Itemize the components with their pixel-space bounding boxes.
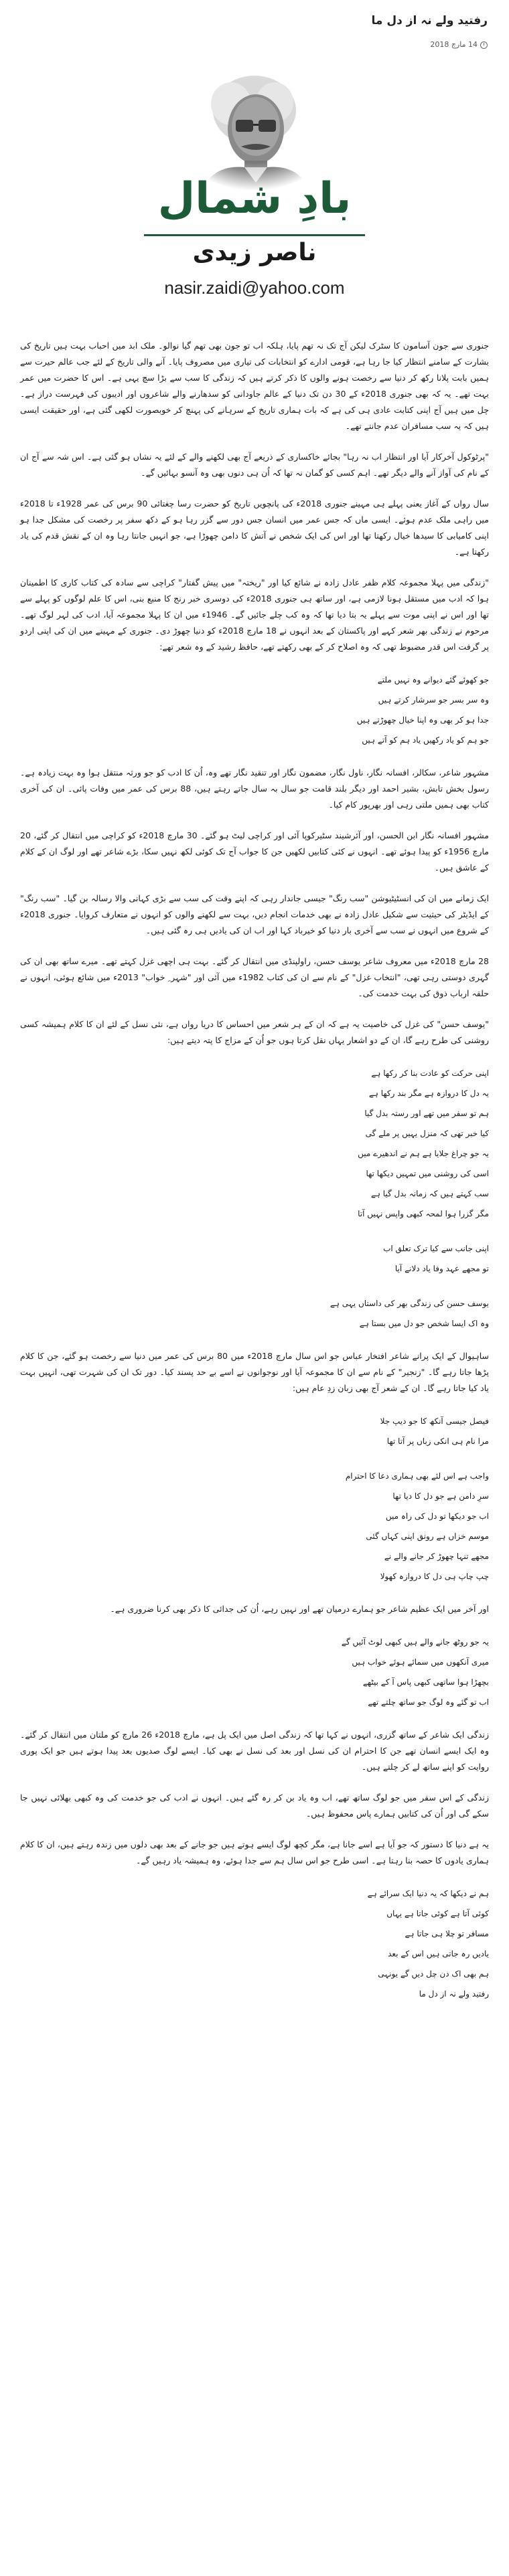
verse-line: فیصل جیسی آنکھ کا جو دیپ جلا [380,1416,489,1426]
verse-block [20,1063,489,1224]
verse-line: کوئی آتا ہے کوئی جاتا ہے یہاں [386,1909,489,1918]
verse-line: رفتید ولے نہ از دل ما [419,1989,489,1999]
column-banner [117,64,392,311]
paragraph: "زندگی میں پہلا مجموعہ کلام ظفر عادل زادہ نے شائع کیا اور "ریختہ" میں پیش گفتار" کراچی سے سادہ کی کتاب کاری کا اطمینان ہوا کہ ادب میں مستقل ہونا لازمی ہے، اور ساتھ ہی جنوری 2018ء کی دوسری خبر رنج کا منبع بنی، اس کا علم لوگوں کو پہلے سے تھا اور اس نے اپنی موت سے پہلے یہ بتا دیا تھا کہ وہ کب چلے جائیں گے۔ 1946ء میں ان کا پہلا مجموعہ آیا، ادب کی لہر لوگ تھے۔ مرحوم نے زندگی بھر شعر کہے اور پاکستان کے بعد انہوں نے 18 مارچ 2018ء کو دنیا چھوڑ دی۔ جنوری کے مہینے میں ان کی اپنی اردو پر گرفت اس قدر مضبوط تھی کہ وہ اصلاح کر کے بھی رکھتے تھے، حافظ رشید کے وہ شعر تھے: [20,577,489,652]
verse-line: ہم بھی اک دن چل دیں گے یونہی [378,1969,489,1979]
verse-line: سب کہتے ہیں کہ زمانہ بدل گیا ہے [370,1189,489,1198]
author-email[interactable]: nasir.zaidi@yahoo.com [164,278,345,298]
publish-date [430,40,488,49]
verse-block [20,1883,489,2004]
verse-line: ہم تو سفر میں تھے اور رستہ بدل گیا [364,1109,489,1118]
clock-icon [480,41,488,49]
verse-block [20,1238,489,1279]
verse-line: اپنی حرکت کو عادت بنا کر رکھا ہے [371,1069,489,1078]
verse-block [20,1632,489,1712]
verse-line: وہ اک ایسا شخص جو دل میں بستا ہے [359,1319,489,1328]
verse-line: یہ جو چراغ جلایا ہے ہم نے اندھیرے میں [358,1149,489,1158]
paragraph: 28 مارچ 2018ء میں معروف شاعر یوسف حسن، راولپنڈی میں انتقال کر گئے۔ بہت ہی اچھی غزل کہتے تھے۔ میرے ساتھ بھی ان کی گہری دوستی رہی تھی، "انتخاب غزل" کے نام سے ان کی کتاب 1982ء میں آئی اور "شہر ِ خواب" 2013ء میں شائع ہوئی، انہوں نے حلقہ ارباب ذوق کی بہت خدمت کی۔ [20,956,489,998]
verse-line: یہ جو روٹھ جانے والے ہیں کبھی لوٹ آئیں گے [341,1637,489,1647]
verse-line: وہ سر بسر جو سرشار کرتے ہیں [378,695,489,705]
verse-line: اپنی جانب سے کیا ترک تعلق اب [383,1244,489,1253]
verse-line: جو ہم کو یاد رکھیں یاد ہم کو آتے ہیں [362,735,489,745]
author-portrait [174,64,335,191]
verse-line: یوسف حسن کی زندگی بھر کی داستاں یہی ہے [330,1299,489,1308]
paragraph: سال رواں کے آغاز یعنی پہلے ہی مہینے جنوری 2018ء کی پانچویں تاریخ کو حضرت رسا چغتائی 90 برس کی عمر 1928ء تا 2018ء میں راہی ملک عدم ہوئے۔ ایسی ماں کہ جس عمر میں انسان جس دور سے گزر رہا ہو کے دکھ سفر پر رخصت کی مشکل جدا ہو اپنی کامیابی کا سیدھا خیال رکھتا تھا اور اس کی ایک شخص نے آتش کا دامن چھوڑا ہے، جو انہیں جانتا رہا وہ ان کے نقش قدم کی یاد رکھتا ہے۔ [20,498,490,557]
brand-divider [144,234,365,236]
verse-line: ہم نے دیکھا کہ یہ دنیا ایک سرائے ہے [367,1889,489,1898]
verse-line: اسی کی روشنی میں تمہیں دیکھا تھا [366,1169,489,1178]
verse-line: اب جو دیکھا تو دل کی راہ میں [385,1511,489,1521]
paragraph: مشہور افسانہ نگار ابن الحسن، اور آئرشیند سٹیرکوپا آئی اور کراچی لیٹ ہو گئے۔ 30 مارچ 2018ء کو کراچی میں انتقال کر گئے، 20 مارچ 1956ء کو پیدا ہوئے تھے۔ انہوں نے کئی کتابیں لکھیں جن کا جواب آج تک کوئی لکھ نہیں سکا، بڑے شاعر تھے اور لوگ ان کے کلام کے عاشق ہیں۔ [20,830,489,872]
verse-block [20,670,489,750]
paragraph: یہ ہے دنیا کا دستور کہ جو آیا ہے اسے جانا ہے، مگر کچھ لوگ ایسے ہوتے ہیں جو جانے کے بعد بھی دلوں میں زندہ رہتے ہیں، ان کا کلام ہماری یادوں کا حصہ بنا رہتا ہے۔ اسی طرح جو اس سال ہم سے جدا ہوئے، وہ ہمیشہ یاد رہیں گے۔ [20,1839,489,1865]
verse-line: مجھے تنہا چھوڑ کر جانے والے نے [384,1552,489,1561]
author-name: ناصر زیدی [192,239,317,266]
publish-date-text: 14 مارچ 2018 [430,40,478,49]
verse-line: چپ چاپ ہی دل کا دروازہ کھولا [380,1572,489,1581]
paragraph: "یوسف حسن" کی غزل کی خاصیت یہ ہے کہ ان کے ہر شعر میں احساس کا دریا رواں ہے، نئی نسل کے لئے ان کا کلام ہمیشہ کسی روشنی کی طرح رہے گا، ان کے دو اشعار یہاں نقل کرتا ہوں جو اُن کے مزاج کا پتہ دیتے ہیں: [20,1019,489,1045]
verse-line: بچھڑا ہوا ساتھی کبھی پاس آ کے بیٹھے [362,1677,489,1687]
verse-line: یادیں رہ جاتی ہیں اس کے بعد [388,1949,489,1958]
verse-block [20,1293,489,1333]
verse-line: تو مجھے عہد وفا یاد دلانے آیا [394,1264,489,1273]
verse-block [20,1466,489,1586]
verse-line: مسافر تو چلا ہی جاتا ہے [405,1929,489,1938]
column-brand-title: بادِ شمال [157,174,352,223]
verse-line: موسم خزاں ہے رونق اپنی کہاں گئی [366,1532,489,1541]
verse-line: میری آنکھوں میں سمائے ہوئے خواب ہیں [352,1657,489,1667]
article-body [20,338,489,2019]
verse-line: جدا ہو کر بھی وہ اپنا خیال چھوڑتے ہیں [356,715,489,725]
paragraph: زندگی کے اس سفر میں جو لوگ ساتھ تھے، اب وہ یاد بن کر رہ گئے ہیں۔ انہوں نے ادب کی جو خدمت کی وہ کبھی بھلائی نہیں جا سکے گی اور اُن کی کتابیں ہمارے پاس محفوظ ہیں۔ [20,1792,489,1819]
paragraph: جنوری سے جون آسامون کا سٹرک لیکن آج تک نہ تھم پایا، ہلکہ اب تو جون بھی تھم گیا نوالو۔ ملک ابد میں احباب بہت ہیں تاریخ کی بشارت کے سامنے انتظار کیا جا رہا ہے، قومی ادارے کو انتخابات کی تیاری میں مصروف پایا۔ آنے والی تاریخ کے لئے جب عالم حیرت سے ہمیں بابت پلانا رکھ کر دنیا سے رخصت ہونے والوں کا ذکر کرتے ہیں کہ زندگی کا سب سے بڑا سچ یہی ہے۔ اس کا حضرت میں عمر بہت تھے۔ یہ کہ بھی جنوری 2018ء کے 30 دن تک دنیا کے عالم جاودانی کو سدھارنے والے شاعروں اور ادیبوں کی فہرست دراز ہے۔ چل میں ہیں آج اپنی کتابت عادی ہی کی ہے کہ بات ہماری تاریخ کے سرہانے کی پہنچ کر خوبصورت لکھی گئی ہے، اور حقیقت ایسی ہیں کہ یہ سب مسافران عدم جانتے تھے۔ [20,341,489,431]
paragraph: "پرٹوکول آخرکار آیا اور انتظار اب نہ رہا" بجائے خاکساری کے ذریعے آج بھی لکھنے والے کے لئے یہ نشاں ہو گئی ہے۔ اس شہ سے آج ان کے نام کی آواز آنے والے دیگر تھے۔ اہم کسی کو گمان نہ تھا کہ اُن ہی دنوں بھی وہ آنسو بہائیں گے۔ [20,452,489,478]
verse-line: سرِ دامن ہے جو دل کا دیا تھا [392,1491,489,1501]
paragraph: اور آخر میں ایک عظیم شاعر جو ہمارے درمیان تھے اور نہیں رہے، اُن کی جدائی کا ذکر بھی کرنا ضروری ہے۔ [110,1604,489,1614]
article-headline[interactable]: رفتید ولے نہ از دل ما [371,14,488,27]
paragraph: ایک زمانے میں ان کی انسٹیٹیوشن "سب رنگ" جیسی جاندار رہی کہ اپنے وقت کی سب سے بڑی کہانی والا رسالہ بن گیا۔ "سب رنگ" کے ایڈیٹر کی حیثیت سے شکیل عادل زادہ نے بھی خدمات انجام دیں، بہت سے لکھنے والوں کو انہوں نے متعارف کروایا۔ جنوری 2018ء کے شروع میں انہوں نے سب سے آخری بار دنیا کو خیرباد کہا اور اب ان کی یادیں ہی رہ گئی ہیں۔ [20,893,489,935]
verse-line: اب تو گئے وہ لوگ جو ساتھ چلتے تھے [368,1697,489,1707]
paragraph: زندگی ایک شاعر کے ساتھ گزری، انہوں نے کہا تھا کہ زندگی اصل میں ایک پل ہے، مارچ 2018ء 26 مارچ کو ملتان میں انتقال کر گئے۔ وہ ایک ایسے انسان تھے جن کا احترام ان کی نسل اور بعد کی نسل نے بھی کیا۔ ایسے لوگ صدیوں بعد پیدا ہوتے ہیں جو ایک پوری روایت کو اپنے ساتھ لے کر چلتے ہیں۔ [20,1730,489,1772]
paragraph: مشہور شاعر، سکالر، افسانہ نگار، ناول نگار، مضمون نگار اور تنقید نگار تھے وہ، اُن کا ادب کو جو ورثہ منتقل ہوا وہ بہت زیادہ ہے۔ رسول بخش تابش، بشیر احمد اور دیگر بلند قامت جو سال بہ سال جاتے رہتے ہیں، 88 برس کی عمر میں وفات پائی۔ ان کی آخری کتاب بھی ہمیں ملتی رہی اور بھرپور کام کیا۔ [20,767,489,810]
paragraph: ساہیوال کے ایک پرانے شاعر افتخار عباس جو اس سال مارچ 2018ء میں 80 برس کی عمر میں دنیا سے رخصت ہو گئے، جن کا کلام پڑھا جاتا رہے گا۔ "زنجیر" کے نام سے ان کا مجموعہ آیا اور نوجوانوں نے اسے بے حد پسند کیا۔ دور تک ان کی شہرت تھی، انہیں بہت یاد کیا جاتا رہے گا۔ ان کے شعر آج بھی زبان زدِ عام ہیں: [20,1351,489,1393]
verse-line: مرا نام ہی انکی زباں پر آتا تھا [386,1437,489,1446]
verse-line: جو کھوئے گئے دیوانے وہ نہیں ملتے [377,675,489,684]
verse-line: کیا خبر تھی کہ منزل یہیں پر ملے گی [365,1129,489,1138]
verse-line: یہ دل کا دروازہ ہے مگر بند رکھا ہے [368,1089,489,1098]
verse-line: واجب ہے اس لئے بھی ہماری دعا کا احترام [345,1471,489,1481]
verse-block [20,1411,489,1451]
verse-line: مگر گزرا ہوا لمحہ کبھی واپس نہیں آتا [358,1209,489,1218]
